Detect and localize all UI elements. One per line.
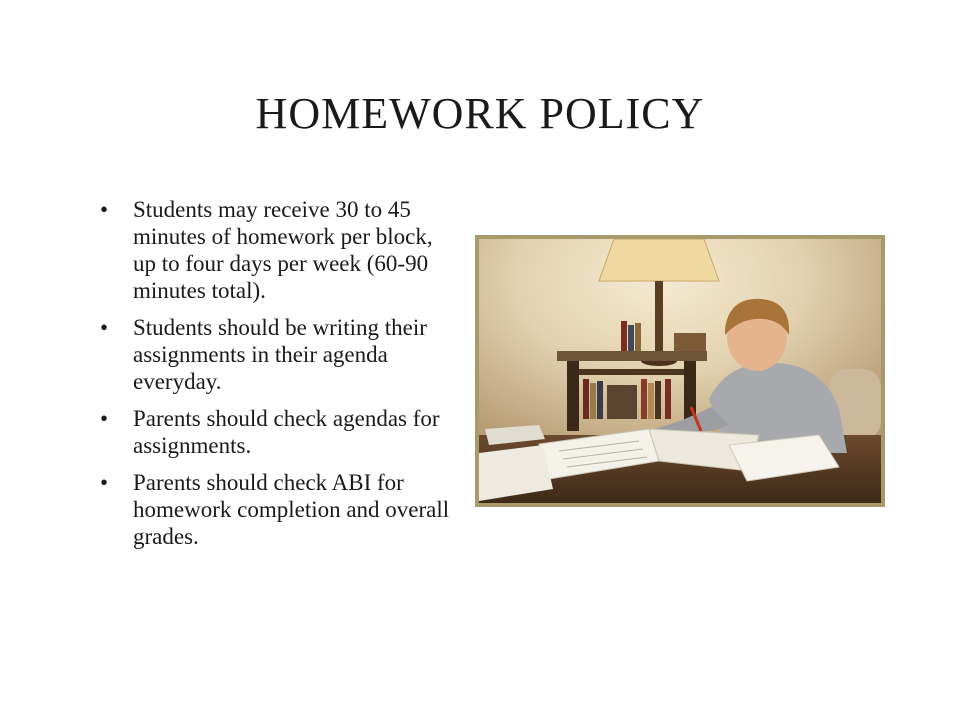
bullet-item bbox=[100, 405, 455, 459]
photo-illustration bbox=[479, 239, 881, 503]
bullet-dot: • bbox=[100, 406, 109, 431]
bullet-item bbox=[100, 314, 455, 395]
bullet-dot: • bbox=[100, 315, 109, 340]
bullet-dot: • bbox=[100, 470, 109, 495]
bullet-list bbox=[100, 196, 455, 560]
bullet-text: Students may receive 30 to 45 minutes of homework per block, up to four days per week (60-90 minutes total). bbox=[133, 197, 433, 303]
slide-title: HOMEWORK POLICY bbox=[255, 89, 705, 138]
bullet-text: Students should be writing their assignments in their agenda everyday. bbox=[133, 315, 427, 394]
boy-studying-photo bbox=[475, 235, 885, 507]
bullet-dot: • bbox=[100, 197, 109, 222]
bullet-item bbox=[100, 196, 455, 304]
bullet-text: Parents should check agendas for assignments. bbox=[133, 406, 440, 458]
bullet-item bbox=[100, 469, 455, 550]
bullet-text: Parents should check ABI for homework completion and overall grades. bbox=[133, 470, 450, 549]
